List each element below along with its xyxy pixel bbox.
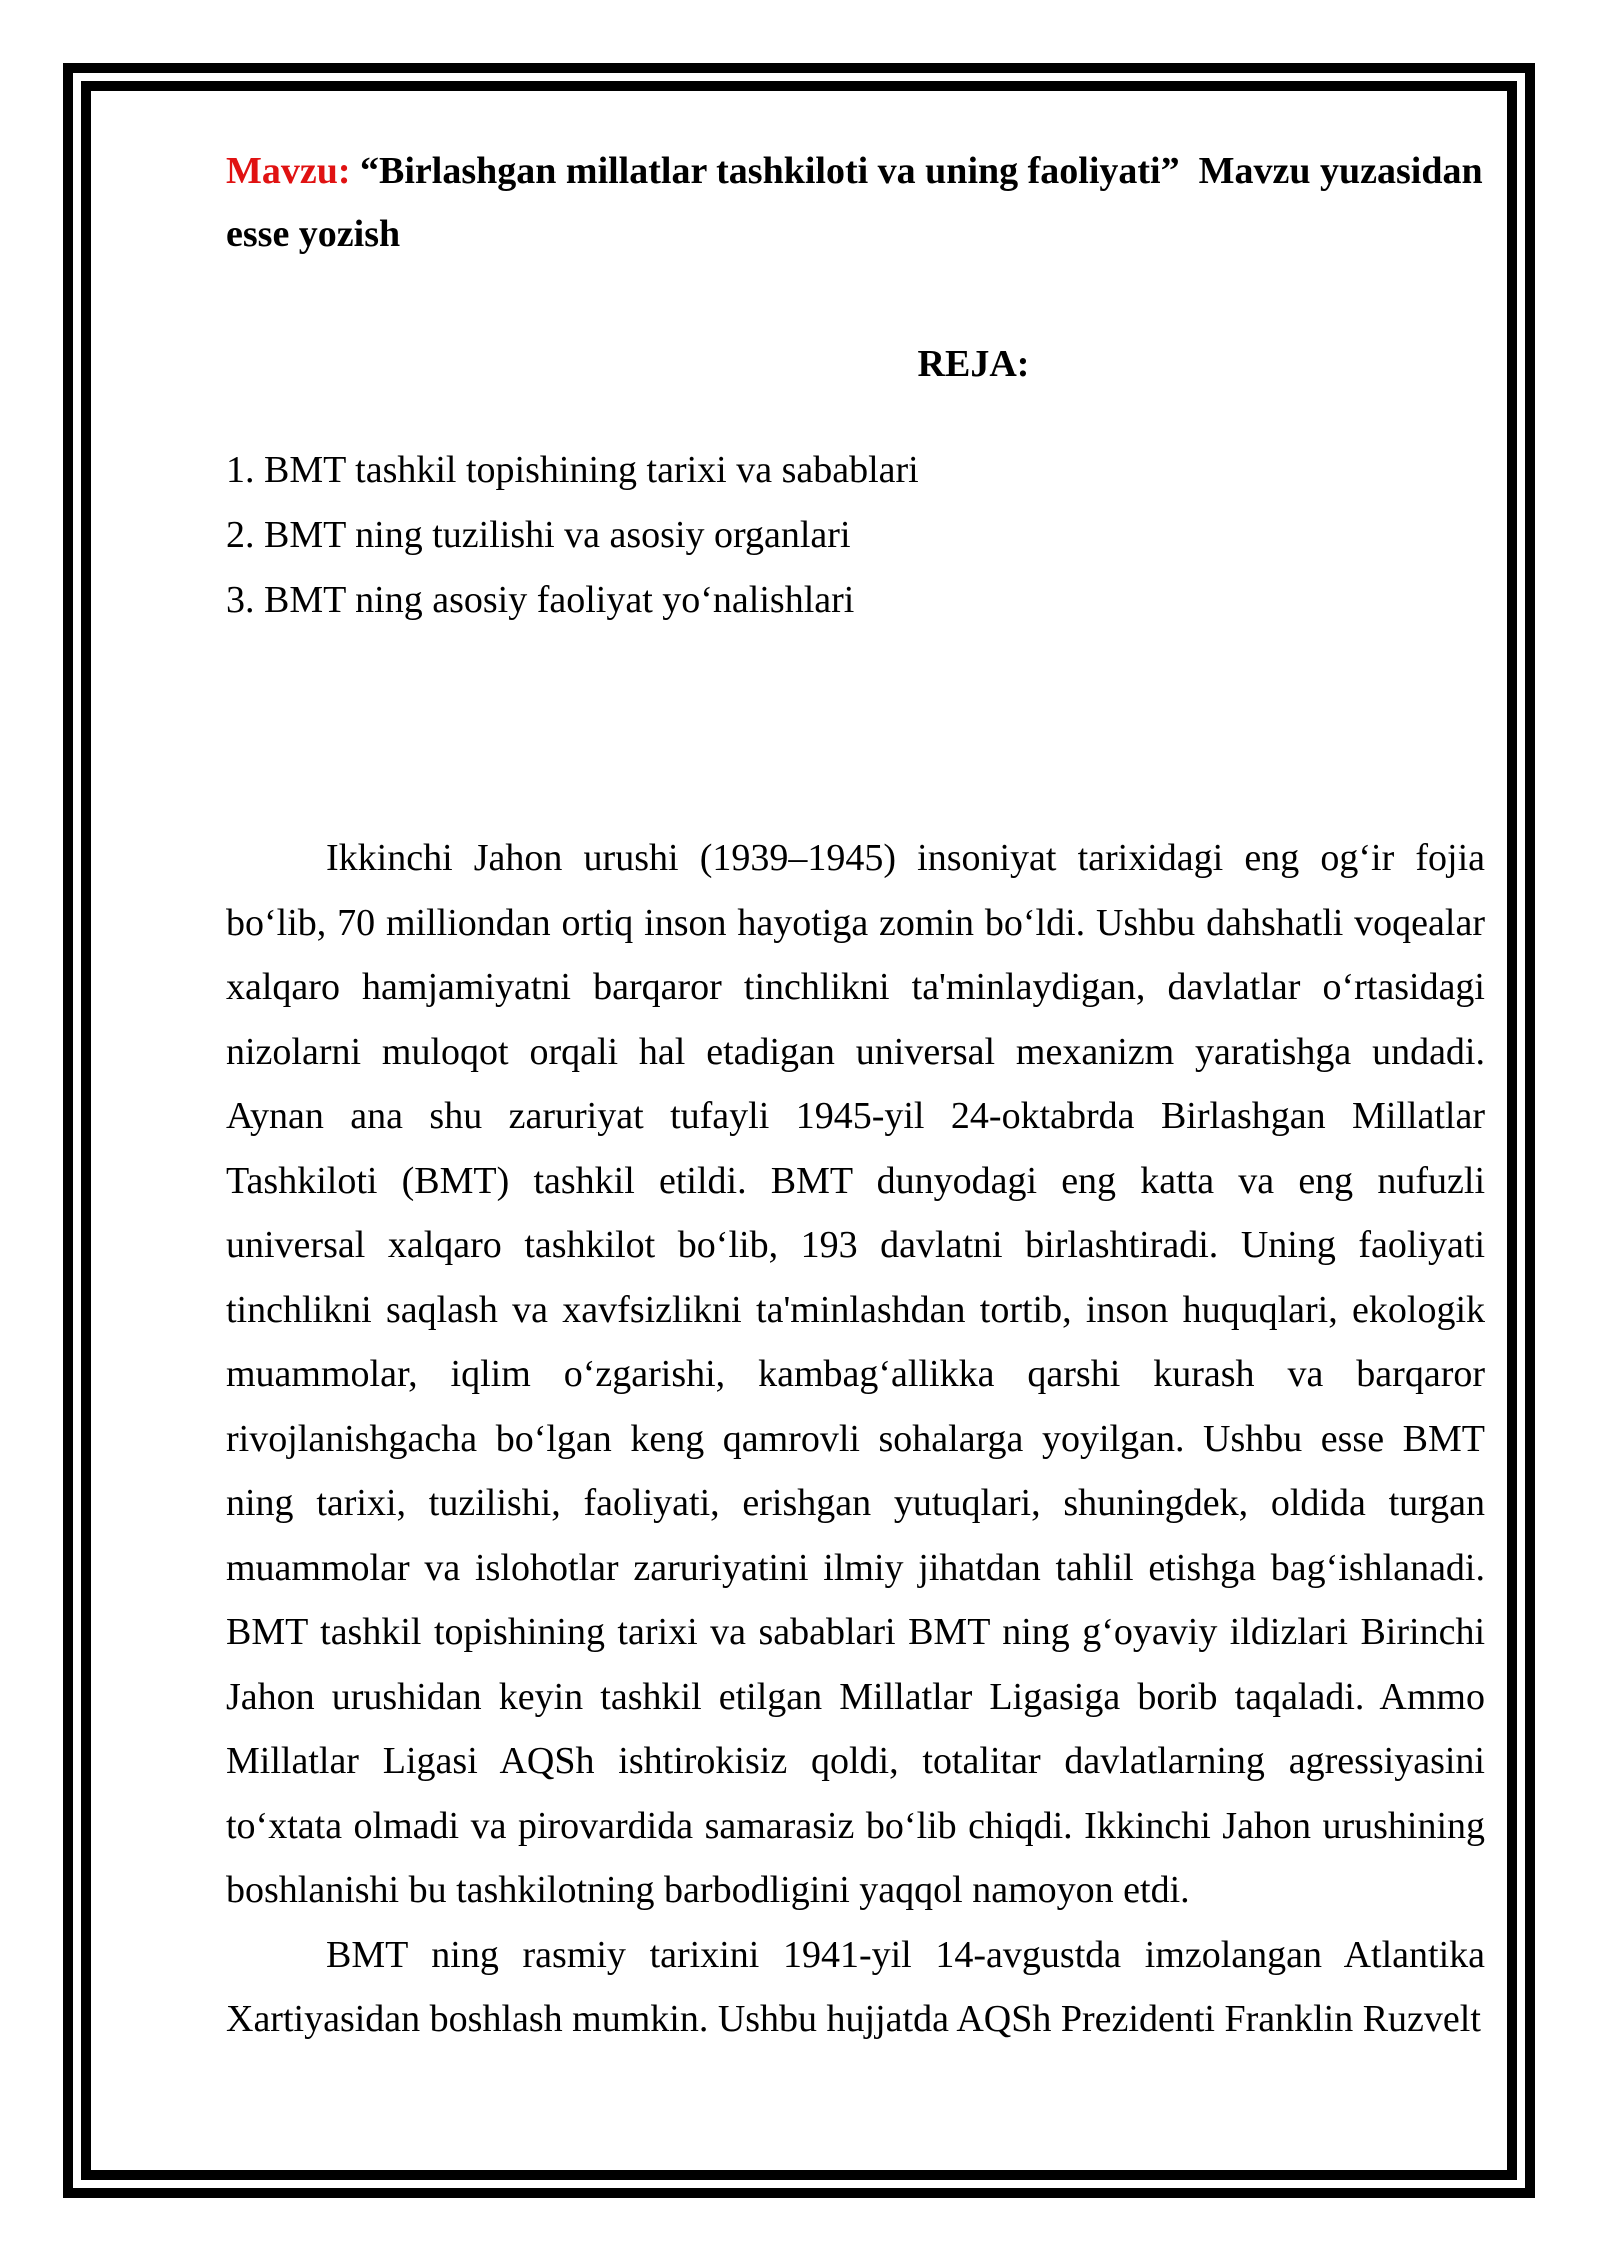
plan-item-1: 1. BMT tashkil topishining tarixi va sabablari [226, 449, 919, 491]
plan-item-2: 2. BMT ning tuzilishi va asosiy organlari [226, 514, 851, 556]
essay-paragraph-2: BMT ning rasmiy tarixini 1941-yil 14-avgustda imzolangan Atlantika Xartiyasidan boshlash mumkin. Ushbu hujjatda AQSh Prezidenti Franklin Ruzvelt [226, 1933, 1485, 2040]
plan-heading: REJA: [917, 343, 1030, 385]
plan-list [226, 438, 1485, 633]
plan-item-3: 3. BMT ning asosiy faoliyat yo‘nalishlari [226, 579, 855, 621]
title-text: “Birlashgan millatlar tashkiloti va uning faoliyati” Mavzu yuzasidan esse yozish [226, 150, 1493, 255]
title-label: Mavzu: [226, 150, 351, 192]
document-title [226, 140, 1493, 266]
essay-paragraph-1: Ikkinchi Jahon urushi (1939–1945) insoniyat tarixidagi eng og‘ir fojia bo‘lib, 70 milliondan ortiq inson hayotiga zomin bo‘ldi. Ushbu dahshatli voqealar xalqaro hamjamiyatni barqaror tinchlikni ta'minlaydigan, davlatlar o‘rtasidagi nizolarni muloqot orqali hal etadigan universal mexanizm yaratishga undadi. Aynan ana shu zaruriyat tufayli 1945-yil 24-oktabrda Birlashgan Millatlar Tashkiloti (BMT) tashkil etildi. BMT dunyodagi eng katta va eng nufuzli universal xalqaro tashkilot bo‘lib, 193 davlatni birlashtiradi. Uning faoliyati tinchlikni saqlash va xavfsizlikni ta'minlashdan tortib, inson huquqlari, ekologik muammolar, iqlim o‘zgarishi, kambag‘allikka qarshi kurash va barqaror rivojlanishgacha bo‘lgan keng qamrovli sohalarga yoyilgan. Ushbu esse BMT ning tarixi, tuzilishi, faoliyati, erishgan yutuqlari, shuningdek, oldida turgan muammolar va islohotlar zaruriyatini ilmiy jihatdan tahlil etishga bag‘ishlanadi. BMT tashkil topishining tarixi va sabablari BMT ning g‘oyaviy ildizlari Birinchi Jahon urushidan keyin tashkil etilgan Millatlar Ligasiga borib taqaladi. Ammo Millatlar Ligasi AQSh ishtirokisiz qoldi, totalitar davlatlarning agressiyasini to‘xtata olmadi va pirovardida samarasiz bo‘lib chiqdi. Ikkinchi Jahon urushining boshlanishi bu tashkilotning barbodligini yaqqol namoyon etdi. [226, 837, 1485, 1911]
essay-body [226, 826, 1485, 2052]
